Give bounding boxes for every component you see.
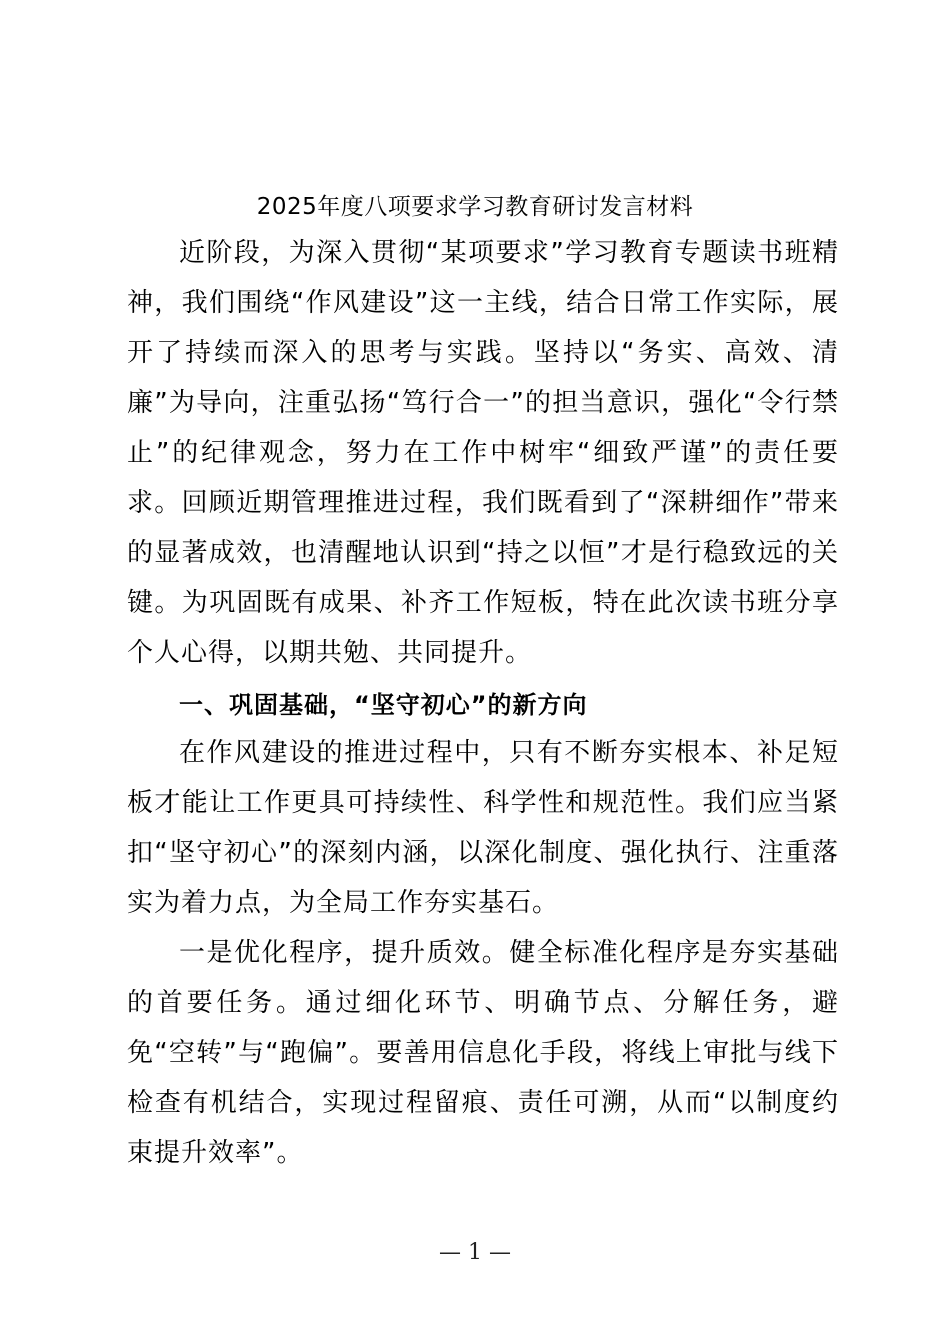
intro-paragraph: 近阶段，为深入贯彻“某项要求”学习教育专题读书班精神，我们围绕“作风建设”这一主线，结合日常工作实际，展开了持续而深入的思考与实践。坚持以“务实、高效、清廉”为导向，注重弘扬“笃行合一”的担当意识，强化“令行禁止”的纪律观念，努力在工作中树牢“细致严谨”的责任要求。回顾近期管理推进过程，我们既看到了“深耕细作”带来的显著成效，也清醒地认识到“持之以恒”才是行稳致远的关键。为巩固既有成果、补齐工作短板，特在此次读书班分享个人心得，以期共勉、共同提升。 bbox=[127, 238, 839, 668]
point-one-paragraph: 一是优化程序，提升质效。健全标准化程序是夯实基础的首要任务。通过细化环节、明确节点、分解任务，避免“空转”与“跑偏”。要善用信息化手段，将线上审批与线下检查有机结合，实现过程留痕、责任可溯，从而“以制度约束提升效率”。 bbox=[127, 938, 839, 1168]
section-heading: 一、巩固基础，“坚守初心”的新方向 bbox=[179, 691, 588, 719]
section-paragraph: 在作风建设的推进过程中，只有不断夯实根本、补足短板才能让工作更具可持续性、科学性和规范性。我们应当紧扣“坚守初心”的深刻内涵，以深化制度、强化执行、注重落实为着力点，为全局工作夯实基石。 bbox=[127, 738, 839, 918]
page-number: — 1 — bbox=[439, 1240, 511, 1265]
document-title: 2025年度八项要求学习教育研讨发言材料 bbox=[256, 194, 694, 220]
